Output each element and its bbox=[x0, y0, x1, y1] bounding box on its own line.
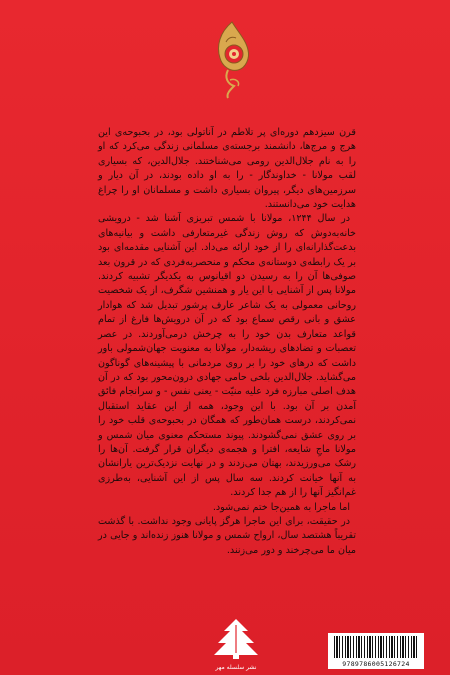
publisher-name: نشر سلسله مهر bbox=[215, 664, 257, 671]
blurb-paragraph-4: در حقیقت، برای این ماجرا هرگز پایانی وجود نداشت. با گذشت تقریباً هشتصد سال، ارواح شمس و مولانا هنوز زنده‌اند و جایی در میان ما می‌چرخند و دور می‌زنند. bbox=[98, 515, 356, 556]
back-cover-blurb bbox=[98, 126, 356, 558]
publisher-logo-icon bbox=[208, 615, 264, 661]
barcode-number: 9789786005126724 bbox=[342, 660, 410, 668]
barcode-bars bbox=[334, 636, 418, 658]
blurb-paragraph-1: قرن سیزدهم دوره‌ای پر تلاطم در آناتولی بود، در بحبوحه‌ی این هرج و مرج‌ها، دانشمند برجسته‌ی مسلمانی زندگی می‌کرد که او را به نام جلال‌الدین رومی می‌شناختند. جلال‌الدین، که بسیاری لقب مولانا - خداوندگار - را به او داده بودند، در آن دیار و سرزمین‌های دیگر، پیروان بسیاری داشت و مسلمانان او را چراغ هدایت خود می‌دانستند. bbox=[98, 127, 356, 211]
blurb-paragraph-2: در سال ۱۲۴۴، مولانا با شمس تبریزی آشنا شد - درویشی خانه‌به‌دوش که روش زندگی غیرمتعارفی داشت و بیانیه‌های بدعت‌گذارانه‌ای را از خود ارائه می‌داد. این آشنایی مقدمه‌ای بود بر یک رابطه‌ی دوستانه‌ی محکم و منحصربه‌فردی که در قرون بعد صوفی‌ها آن را به رسیدن دو اقیانوس به یکدیگر تشبیه کردند. مولانا پس از آشنایی با این یار و همنشین شگرف، از یک شخصیت روحانی معمولی به یک شاعر عارف پرشور تبدیل شد که هوادار عشق و بانی رقص سماع بود که در آن درویش‌ها فارغ از تمام قواعد متعارف بدن خود را به چرخش درمی‌آوردند. در عصر تعصبات و تضادهای ریشه‌دار، مولانا به معنویت جهان‌شمولی باور داشت که درهای خود را بر روی مردمانی با پیشینه‌های گوناگون می‌گشاید. جلال‌الدین بلخی حامی جهادی درون‌محور بود که در آن هدف اصلی مبارزه فرد علیه منیّت - یعنی نفس - و سرانجام فائق آمدن بر آن بود. با این وجود، همه از این عقاید استقبال نمی‌کردند، درست همان‌طور که همگان در بحبوحه‌ی قلب خود را بر روی عشق نمی‌گشودند. پیوند مستحکم معنوی میان شمس و مولانا ماجِ شایعه، افترا و هجمه‌ی دیگران قرار گرفت. آن‌ها را رشک می‌ورزیدند، بهتان می‌زدند و در نهایت نزدیک‌ترین یارانشان به آنها خیانت کردند. سه سال پس از این آشنایی، به‌طرزی غم‌انگیز آنها را از هم جدا کردند. bbox=[98, 213, 356, 499]
blurb-paragraph-3: اما ماجرا به همین‌جا ختم نمی‌شود. bbox=[212, 501, 350, 513]
isbn-barcode bbox=[328, 633, 424, 669]
paisley-ornament-icon bbox=[208, 20, 256, 100]
publisher-logo bbox=[208, 615, 264, 673]
